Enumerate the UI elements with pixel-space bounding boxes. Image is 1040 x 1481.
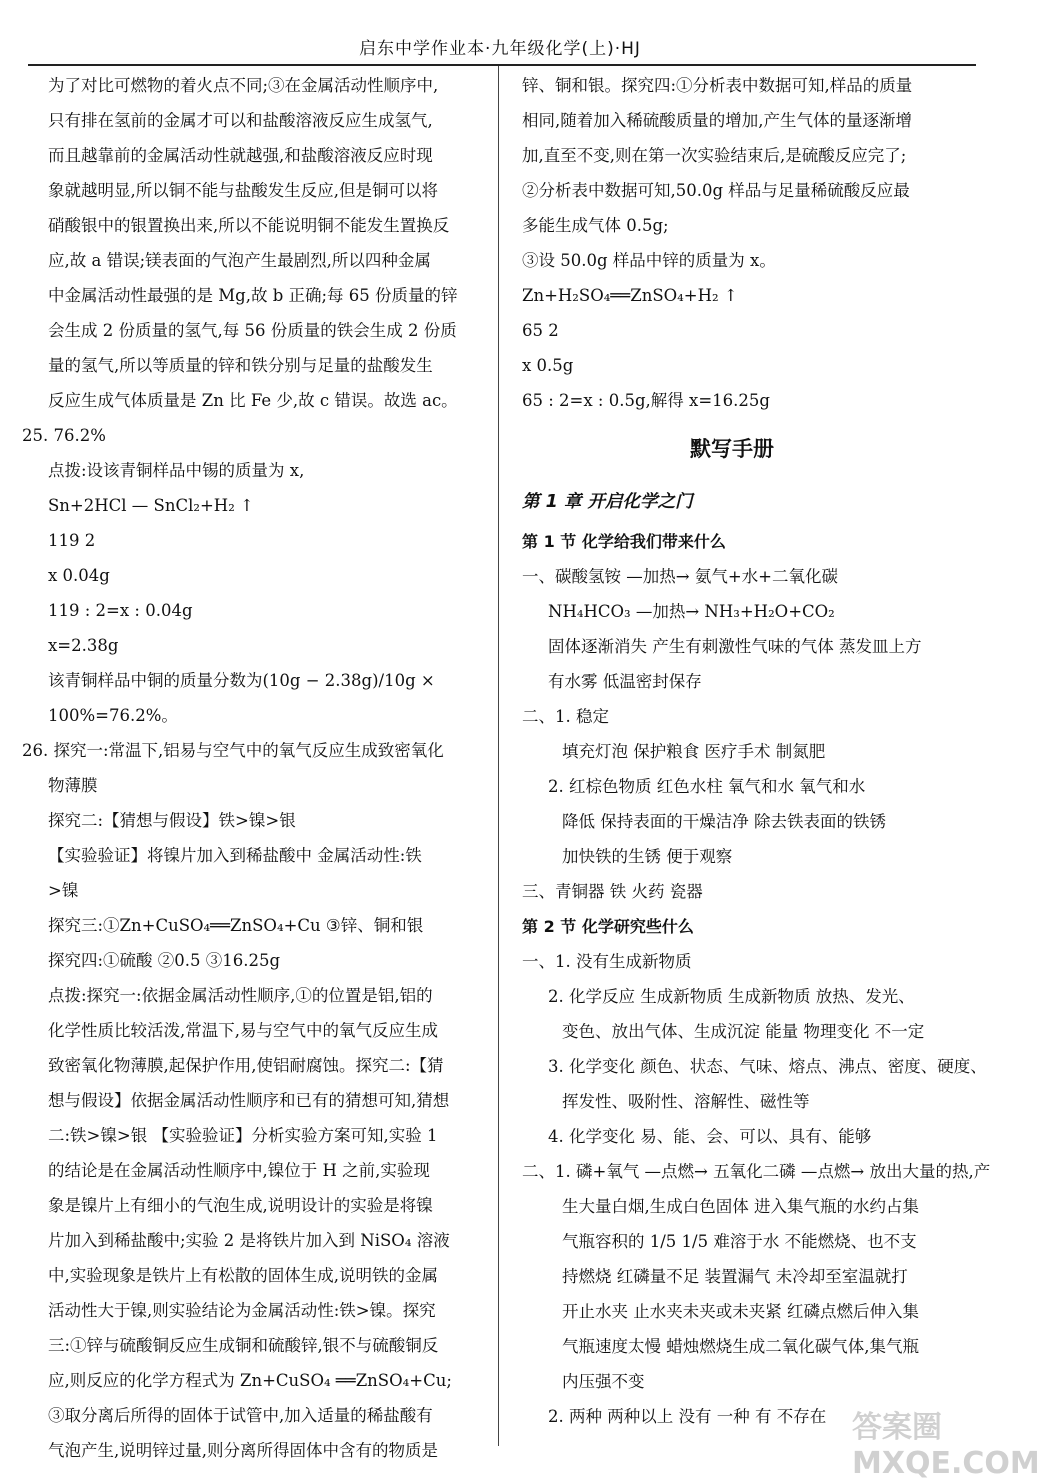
text-line: 会生成 2 份质量的氢气,每 56 份质量的铁会生成 2 份质 [48,321,457,340]
text-line: 三、青铜器 铁 火药 瓷器 [522,882,703,901]
text-line: 二、1. 稳定 [522,707,609,726]
text-line: 气瓶容积的 1/5 1/5 难溶于水 不能燃烧、也不支 [562,1232,917,1251]
page-header: 启东中学作业本·九年级化学(上)·HJ [359,39,641,59]
text-line: 的结论是在金属活动性顺序中,镍位于 H 之前,实验现 [48,1161,430,1180]
text-line: 中金属活动性最强的是 Mg,故 b 正确;每 65 份质量的锌 [48,286,458,305]
text-line: 【实验验证】将镍片加入到稀盐酸中 金属活动性:铁 [48,846,422,865]
text-line: x 0.5g [522,356,574,375]
text-line: 相同,随着加入稀硫酸质量的增加,产生气体的量逐渐增 [522,111,912,130]
text-line: 固体逐渐消失 产生有刺激性气味的气体 蒸发皿上方 [548,637,922,656]
text-line: 加快铁的生锈 便于观察 [562,847,733,866]
text-line: 开止水夹 止水夹未夹或未夹紧 红磷点燃后伸入集 [562,1302,919,1321]
right-column-top [522,68,942,418]
text-line: 119 2 [48,531,96,550]
text-line: 有水雾 低温密封保存 [548,672,702,691]
text-line: x=2.38g [48,636,119,655]
text-line: 点拨:探究一:依据金属活动性顺序,①的位置是铝,铝的 [48,986,433,1005]
right-column [522,68,991,1434]
text-line: 二、1. 磷+氧气 —点燃→ 五氧化二磷 —点燃→ 放出大量的热,产 [522,1162,991,1181]
text-line: 探究三:①Zn+CuSO₄══ZnSO₄+Cu ③锌、铜和银 [48,916,424,935]
text-line: 持燃烧 红磷量不足 装置漏气 未冷却至室温就打 [562,1267,908,1286]
text-line: 119 : 2=x : 0.04g [48,601,193,620]
text-line: 2. 红棕色物质 红色水柱 氧气和水 氧气和水 [548,777,866,796]
text-line: 一、1. 没有生成新物质 [522,952,692,971]
text-line: 象就越明显,所以铜不能与盐酸发生反应,但是铜可以将 [48,181,438,200]
text-line: >镍 [48,881,79,900]
text-line: 只有排在氢前的金属才可以和盐酸溶液反应生成氢气, [48,111,433,130]
left-column-body [22,68,472,1468]
left-column [22,68,472,1468]
text-line: 4. 化学变化 易、能、会、可以、具有、能够 [548,1127,872,1146]
text-line: 多能生成气体 0.5g; [522,216,669,235]
text-line: 硝酸银中的银置换出来,所以不能说明铜不能发生置换反 [48,216,450,235]
text-line: 100%=76.2%。 [48,706,178,725]
text-line: 三:①锌与硫酸铜反应生成铜和硫酸锌,银不与硫酸铜反 [48,1336,439,1355]
text-line: 化学性质比较活泼,常温下,易与空气中的氧气反应生成 [48,1021,438,1040]
manual-title: 默写手册 [690,437,774,461]
column-divider [498,66,499,1446]
text-line: 65 : 2=x : 0.5g,解得 x=16.25g [522,391,770,410]
text-line: 为了对比可燃物的着火点不同;③在金属活动性顺序中, [48,76,439,95]
text-line: 中,实验现象是铁片上有松散的固体生成,说明铁的金属 [48,1266,438,1285]
text-line: 物薄膜 [48,776,98,795]
text-line: 锌、铜和银。探究四:①分析表中数据可知,样品的质量 [522,76,913,95]
text-line: 一、碳酸氢铵 —加热→ 氨气+水+二氧化碳 [522,567,838,586]
text-line: 点拨:设该青铜样品中锡的质量为 x, [48,461,305,480]
text-line: 片加入到稀盐酸中;实验 2 是将铁片加入到 NiSO₄ 溶液 [48,1231,450,1250]
text-line: 而且越靠前的金属活动性就越强,和盐酸溶液反应时现 [48,146,433,165]
text-line: 该青铜样品中铜的质量分数为(10g − 2.38g)/10g × [48,671,435,690]
text-line: 2. 化学反应 生成新物质 生成新物质 放热、发光、 [548,987,915,1006]
text-line: 生大量白烟,生成白色固体 进入集气瓶的水约占集 [562,1197,919,1216]
text-line: 25. 76.2% [22,426,106,445]
text-line: ③设 50.0g 样品中锌的质量为 x。 [522,251,776,270]
text-line: 应,则反应的化学方程式为 Zn+CuSO₄ ══ZnSO₄+Cu; [48,1371,452,1390]
text-line: x 0.04g [48,566,110,585]
text-line: 气瓶速度太慢 蜡烛燃烧生成二氧化碳气体,集气瓶 [562,1337,919,1356]
text-line: 26. 探究一:常温下,铝易与空气中的氧气反应生成致密氧化 [22,741,444,760]
text-line: 加,直至不变,则在第一次实验结束后,是硫酸反应完了; [522,146,907,165]
text-line: 降低 保持表面的干燥洁净 除去铁表面的铁锈 [562,812,886,831]
section-1-body [522,559,942,909]
text-line: 挥发性、吸附性、溶解性、磁性等 [562,1092,810,1111]
text-line: 象是镍片上有细小的气泡生成,说明设计的实验是将镍 [48,1196,433,1215]
chapter-title: 第 1 章 开启化学之门 [522,492,693,512]
section-2-body [522,944,991,1434]
text-line: 探究二:【猜想与假设】铁>镍>银 [48,811,296,830]
text-line: 变色、放出气体、生成沉淀 能量 物理变化 不一定 [562,1022,925,1041]
text-line: Sn+2HCl — SnCl₂+H₂ ↑ [48,496,254,515]
text-line: ②分析表中数据可知,50.0g 样品与足量稀硫酸反应最 [522,181,910,200]
header-rule [28,64,976,66]
text-line: 应,故 a 错误;镁表面的气泡产生最剧烈,所以四种金属 [48,251,431,270]
text-line: NH₄HCO₃ —加热→ NH₃+H₂O+CO₂ [548,602,835,621]
section-2-title: 第 2 节 化学研究些什么 [522,917,694,936]
text-line: 探究四:①硫酸 ②0.5 ③16.25g [48,951,281,970]
text-line: 致密氧化物薄膜,起保护作用,使铝耐腐蚀。探究二:【猜 [48,1056,444,1075]
text-line: ③取分离后所得的固体于试管中,加入适量的稀盐酸有 [48,1406,433,1425]
text-line: Zn+H₂SO₄══ZnSO₄+H₂ ↑ [522,286,738,305]
text-line: 活动性大于镍,则实验结论为金属活动性:铁>镍。探究 [48,1301,436,1320]
text-line: 量的氢气,所以等质量的锌和铁分别与足量的盐酸发生 [48,356,433,375]
text-line: 2. 两种 两种以上 没有 一种 有 不存在 [548,1407,827,1426]
text-line: 反应生成气体质量是 Zn 比 Fe 少,故 c 错误。故选 ac。 [48,391,458,410]
watermark-logo: 答案圈 MXQE.COM [852,1410,1040,1481]
text-line: 填充灯泡 保护粮食 医疗手术 制氮肥 [562,742,826,761]
text-line: 想与假设】依据金属活动性顺序和已有的猜想可知,猜想 [48,1091,450,1110]
text-line: 3. 化学变化 颜色、状态、气味、熔点、沸点、密度、硬度、 [548,1057,987,1076]
text-line: 气泡产生,说明锌过量,则分离所得固体中含有的物质是 [48,1441,438,1460]
text-line: 二:铁>镍>银 【实验验证】分析实验方案可知,实验 1 [48,1126,438,1145]
section-1-title: 第 1 节 化学给我们带来什么 [522,532,726,551]
text-line: 65 2 [522,321,559,340]
text-line: 内压强不变 [562,1372,645,1391]
